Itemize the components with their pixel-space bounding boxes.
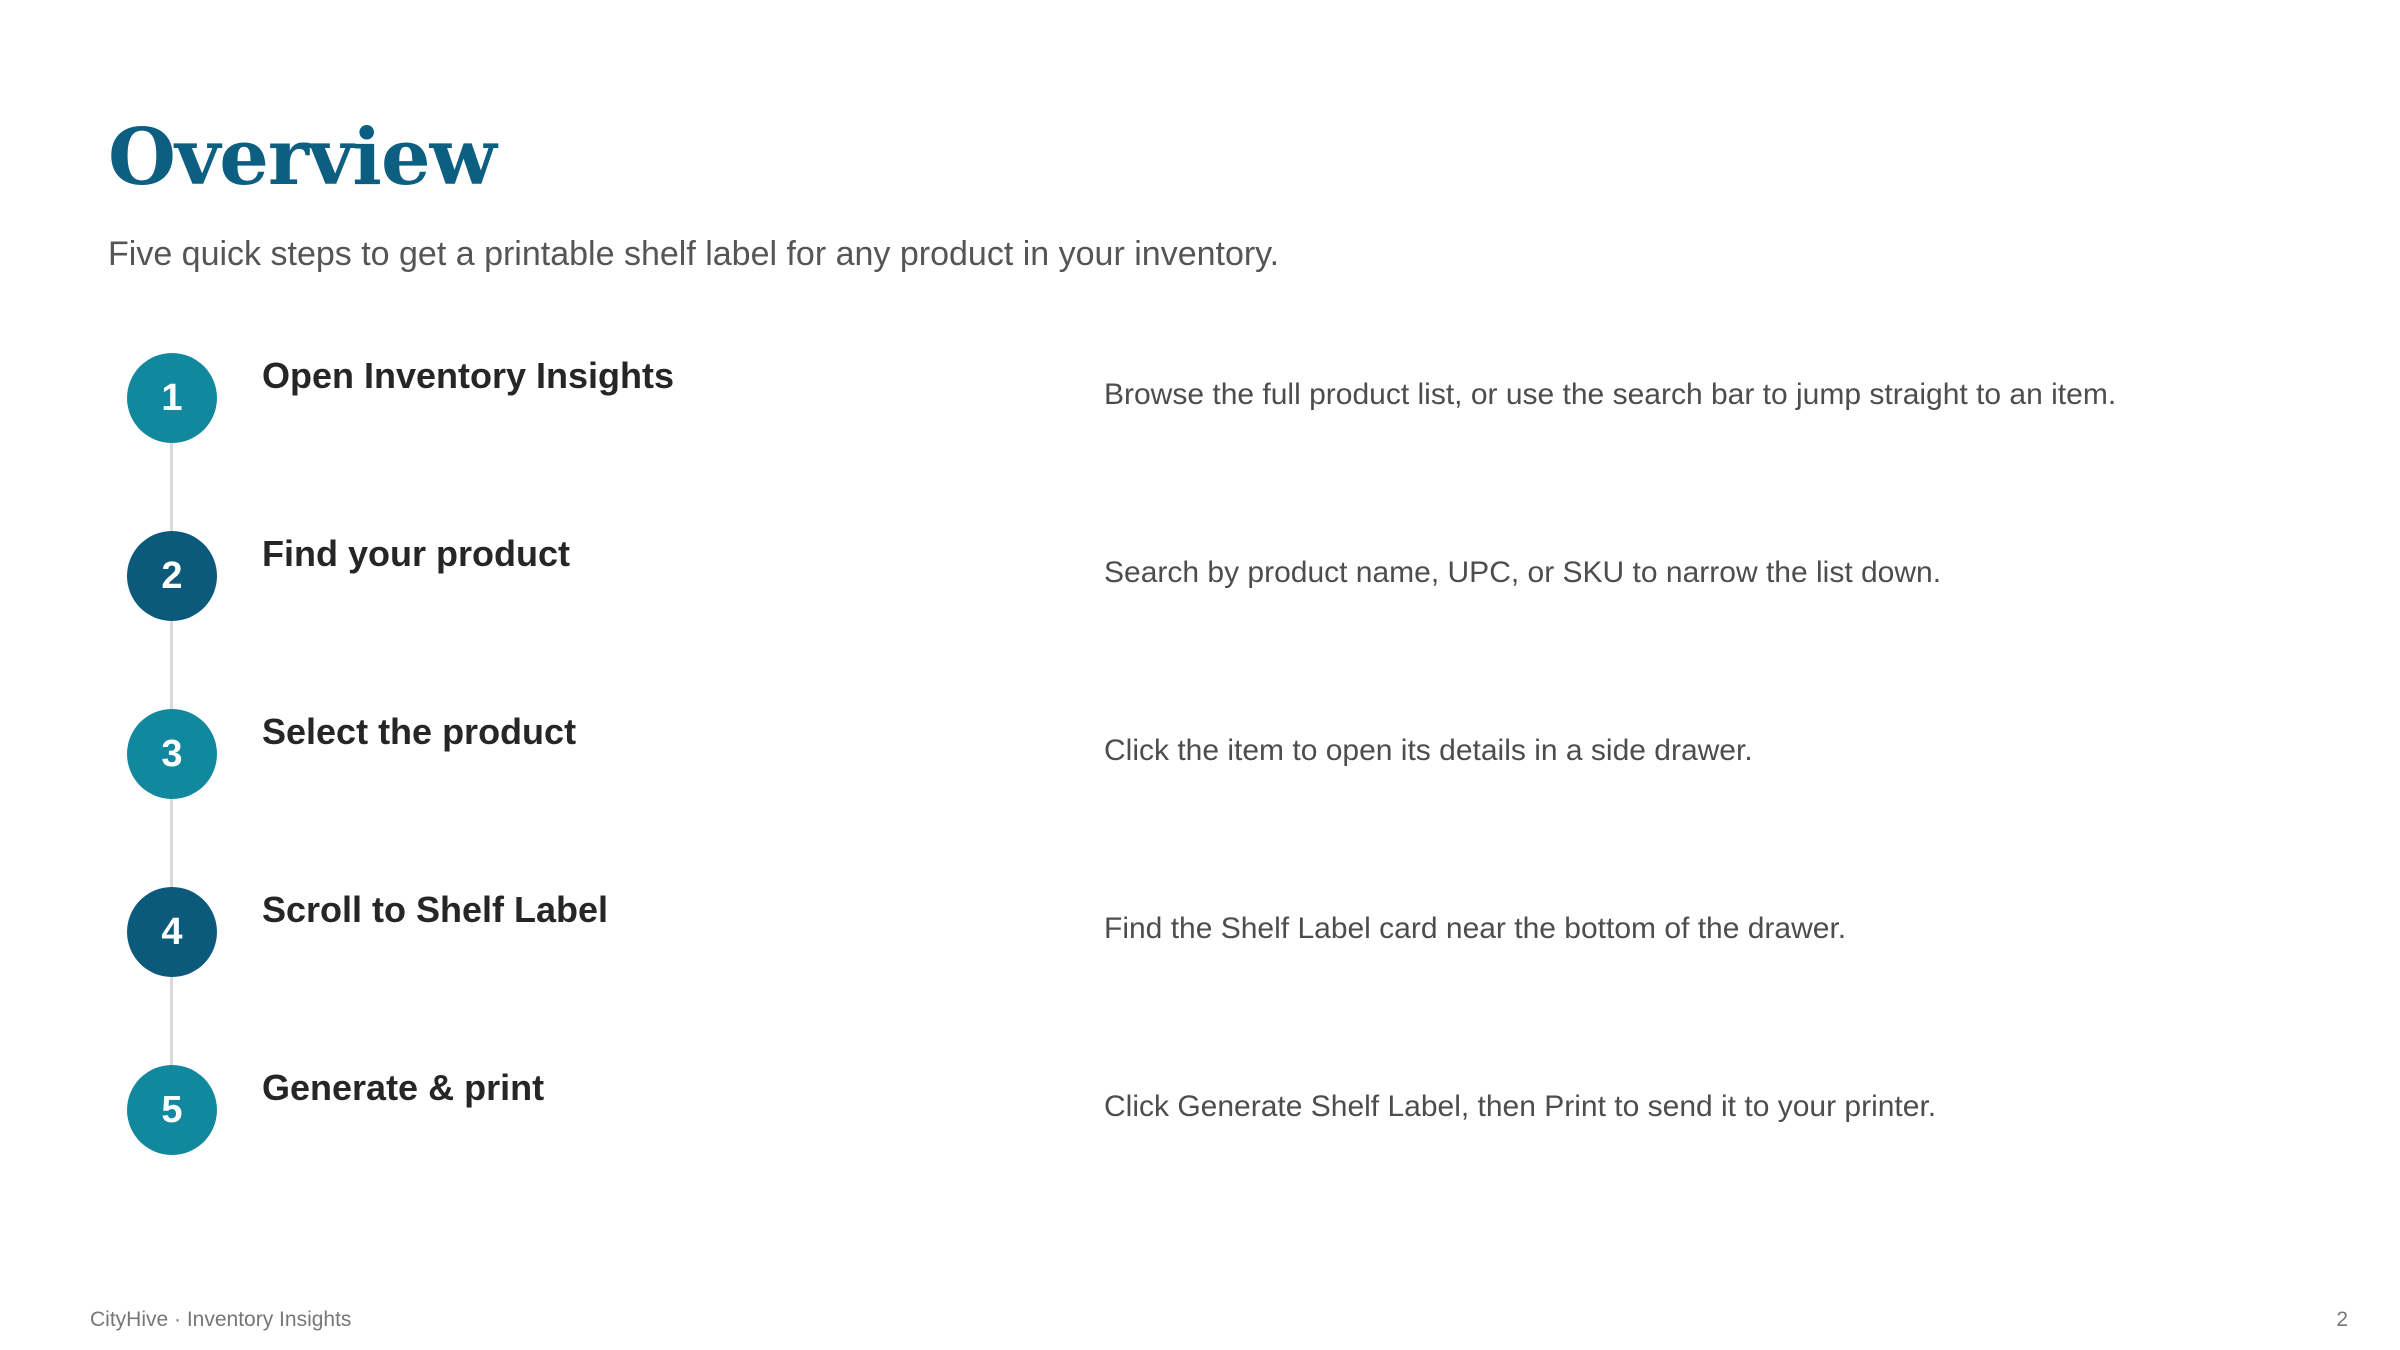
step-title: Find your product bbox=[262, 533, 570, 574]
step-number-badge: 3 bbox=[127, 709, 217, 799]
step-title: Open Inventory Insights bbox=[262, 355, 675, 396]
step-4 bbox=[0, 887, 2400, 1007]
step-description: Click the item to open its details in a side drawer. bbox=[1104, 734, 1753, 767]
step-description: Search by product name, UPC, or SKU to narrow the list down. bbox=[1104, 556, 1942, 589]
step-1 bbox=[0, 353, 2400, 473]
step-title: Scroll to Shelf Label bbox=[262, 889, 609, 930]
step-title: Generate & print bbox=[262, 1067, 545, 1108]
step-2 bbox=[0, 531, 2400, 651]
step-description: Click Generate Shelf Label, then Print to send it to your printer. bbox=[1104, 1090, 1937, 1123]
slide-subtitle: Five quick steps to get a printable shelf label for any product in your inventory. bbox=[108, 235, 1280, 273]
footer-brand: CityHive · Inventory Insights bbox=[90, 1308, 352, 1331]
slide-title: Overview bbox=[108, 112, 496, 203]
step-number-badge: 1 bbox=[127, 353, 217, 443]
step-3 bbox=[0, 709, 2400, 829]
step-description: Find the Shelf Label card near the bottom of the drawer. bbox=[1104, 912, 1847, 945]
step-number-badge: 2 bbox=[127, 531, 217, 621]
step-title: Select the product bbox=[262, 711, 577, 752]
step-description: Browse the full product list, or use the search bar to jump straight to an item. bbox=[1104, 378, 2117, 411]
step-number-badge: 4 bbox=[127, 887, 217, 977]
step-5 bbox=[0, 1065, 2400, 1185]
page-number: 2 bbox=[2336, 1308, 2348, 1331]
step-number-badge: 5 bbox=[127, 1065, 217, 1155]
